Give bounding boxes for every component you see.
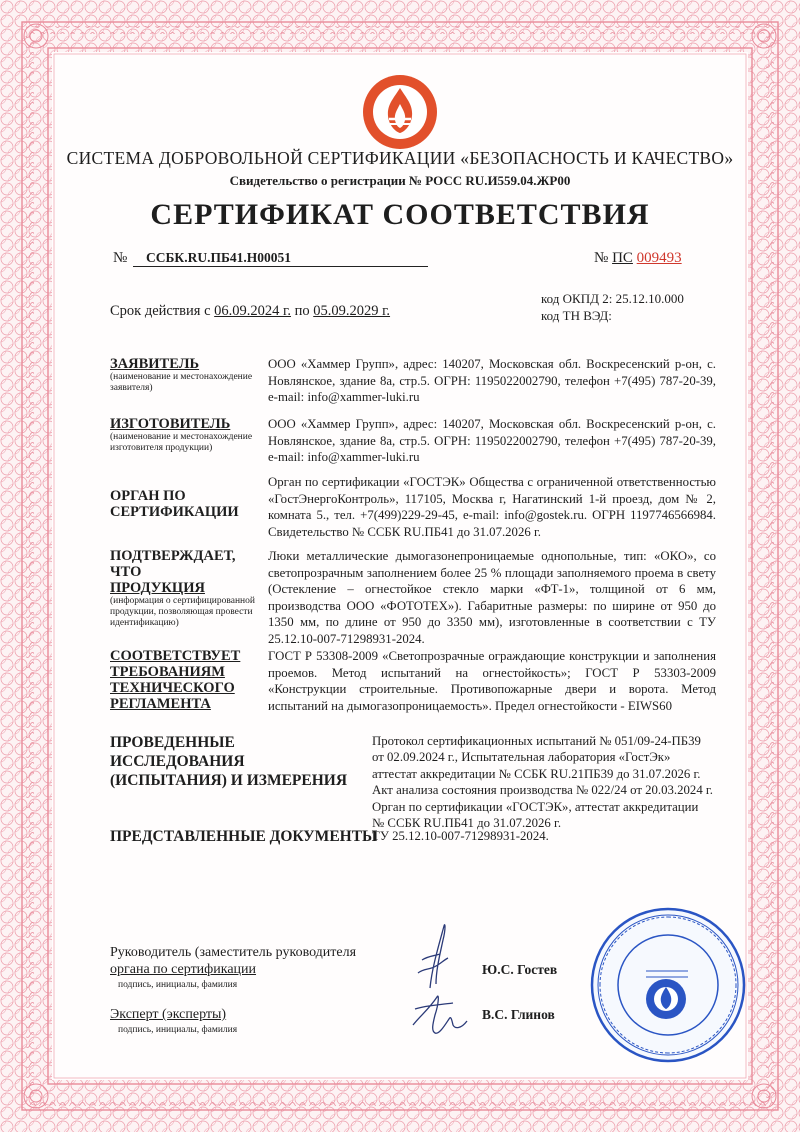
signature-expert xyxy=(405,985,475,1040)
tests-line: Орган по сертификации «ГОСТЭК», аттестат аккредитации xyxy=(372,799,699,814)
serial-prefix: № xyxy=(594,250,609,266)
requirements-heading-4: РЕГЛАМЕНТА xyxy=(110,696,211,712)
certificate-number: ССБК.RU.ПБ41.Н00051 xyxy=(133,250,428,267)
manufacturer-heading-block xyxy=(110,416,260,454)
expert-name: В.С. Глинов xyxy=(482,1007,555,1022)
requirements-heading-1: СООТВЕТСТВУЕТ xyxy=(110,648,241,664)
tests-line: аттестат аккредитации № ССБК RU.21ПБ39 до 31.07.2026 г. xyxy=(372,766,701,781)
serial-number xyxy=(594,250,682,267)
okpd-code: код ОКПД 2: 25.12.10.000 xyxy=(541,291,684,306)
tests-line: Протокол сертификационных испытаний № 051/09-24-ПБ39 xyxy=(372,734,701,748)
applicant-note: (наименование и местонахождение заявителя) xyxy=(110,372,253,393)
body-heading-1: ОРГАН ПО xyxy=(110,488,186,504)
manufacturer-heading: ИЗГОТОВИТЕЛЬ xyxy=(110,416,231,432)
validity-from: 06.09.2024 г. xyxy=(214,303,291,319)
certificate-number-label: № xyxy=(113,250,128,266)
tests-text xyxy=(372,733,732,831)
applicant-heading: ЗАЯВИТЕЛЬ xyxy=(110,356,200,372)
documents-text: ТУ 25.12.10-007-71298931-2024. xyxy=(372,829,549,843)
product-text: Люки металлические дымогазонепроницаемые однопольные, тип: «ОКО», со светопрозрачным заполнением более 25 % площади заполняемого проема в свету (Остекление – огнестойкое стекло марки «ФТ-1», толщиной от 6 мм, производства ООО «ФОТОТЕХ»). Габаритные размеры: по ширине от 950 до 1350 мм, по длине от 950 до 3350 мм), изготовленные в соответствии с ТУ 25.12.10-007-71298931-2024. xyxy=(268,549,716,646)
fire-logo-icon xyxy=(360,72,440,152)
requirements-heading-block xyxy=(110,648,265,712)
serial-value: 009493 xyxy=(636,250,682,266)
body-heading-2: СЕРТИФИКАЦИИ xyxy=(110,504,239,520)
product-heading-block xyxy=(110,548,265,629)
tests-heading-2: (ИСПЫТАНИЯ) И ИЗМЕРЕНИЯ xyxy=(110,772,348,789)
head-name: Ю.С. Гостев xyxy=(482,962,558,977)
head-title-text: органа по сертификации xyxy=(110,962,257,977)
product-heading-2: ПРОДУКЦИЯ xyxy=(110,580,205,596)
tests-line: от 02.09.2024 г., Испытательная лаборатория «ГостЭк» xyxy=(372,750,671,765)
documents-heading: ПРЕДСТАВЛЕННЫЕ ДОКУМЕНТЫ xyxy=(110,828,378,845)
serial-series: ПС xyxy=(612,250,633,266)
head-title-line-1: Руководитель (заместитель руководителя xyxy=(110,945,357,960)
validity-prefix: Срок действия с xyxy=(110,303,211,319)
tests-line: № ССБК RU.ПБ41 до 31.07.2026 г. xyxy=(372,816,562,831)
body-text: Орган по сертификации «ГОСТЭК» Общества с ограниченной ответственностью «ГостЭнергоКонтроль», 117105, Москва г, Нагатинский 1-й проезд, дом № 2, комната 5., тел. +7(499)229-29-45, e-mail: info@gostek.ru. ОГРН 1197746566984. Свидетельство № ССБК RU.ПБ41 до 31.07.2026 г. xyxy=(268,475,716,539)
product-heading-1: ПОДТВЕРЖДАЕТ, ЧТО xyxy=(110,548,236,580)
validity-period xyxy=(110,303,390,320)
tnved-code: код ТН ВЭД: xyxy=(541,308,612,323)
tests-heading-block xyxy=(110,733,370,790)
signature-head xyxy=(400,918,470,993)
requirements-heading-3: ТЕХНИЧЕСКОГО xyxy=(110,680,235,696)
classification-codes xyxy=(541,290,684,324)
expert-title-line xyxy=(110,1007,226,1023)
product-note: (информация о сертифицированной продукции, позволяющая провести идентификацию) xyxy=(110,596,255,628)
manufacturer-text: ООО «Хаммер Групп», адрес: 140207, Московская обл. Воскресенский р-он, с. Новлянское, здание 8а, стр.5. ОГРН: 1195022002790, телефон +7(495) 787-20-39, e-mail: info@xammer-luki.ru xyxy=(268,417,716,465)
validity-middle: по xyxy=(294,303,310,319)
document-title: СЕРТИФИКАТ СООТВЕТСТВИЯ xyxy=(150,198,650,231)
expert-note: подпись, инициалы, фамилия xyxy=(118,1025,238,1035)
expert-title-text: Эксперт (эксперты) xyxy=(110,1007,227,1022)
applicant-heading-block xyxy=(110,356,260,394)
requirements-heading-2: ТРЕБОВАНИЯМ xyxy=(110,664,225,680)
tests-heading-1: ПРОВЕДЕННЫЕ ИССЛЕДОВАНИЯ xyxy=(110,734,245,770)
requirements-text: ГОСТ Р 53308-2009 «Светопрозрачные ограждающие конструкции и заполнения проемов. Метод испытаний на огнестойкость»; ГОСТ Р 53303-2009 «Конструкции строительные. Противопожарные двери и ворота. Метод испытаний на дымогазопроницаемость». Предел огнестойкости - EIWS60 xyxy=(268,649,716,713)
certification-stamp xyxy=(588,905,748,1065)
applicant-text: ООО «Хаммер Групп», адрес: 140207, Московская обл. Воскресенский р-он, с. Новлянское, здание 8а, стр.5. ОГРН: 1195022002790, телефон +7(495) 787-20-39, e-mail: info@xammer-luki.ru xyxy=(268,357,716,405)
registration-number: Свидетельство о регистрации № РОСС RU.И559.04.ЖР00 xyxy=(229,173,571,188)
head-title-line-2 xyxy=(110,962,256,978)
tests-line: Акт анализа состояния производства № 022/24 от 20.03.2024 г. xyxy=(372,783,713,798)
manufacturer-note: (наименование и местонахождение изготовителя продукции) xyxy=(110,432,253,453)
body-heading-block xyxy=(110,488,260,520)
head-note: подпись, инициалы, фамилия xyxy=(118,980,238,990)
validity-to: 05.09.2029 г. xyxy=(313,303,391,319)
system-name: СИСТЕМА ДОБРОВОЛЬНОЙ СЕРТИФИКАЦИИ «БЕЗОПАСНОСТЬ И КАЧЕСТВО» xyxy=(66,148,734,168)
